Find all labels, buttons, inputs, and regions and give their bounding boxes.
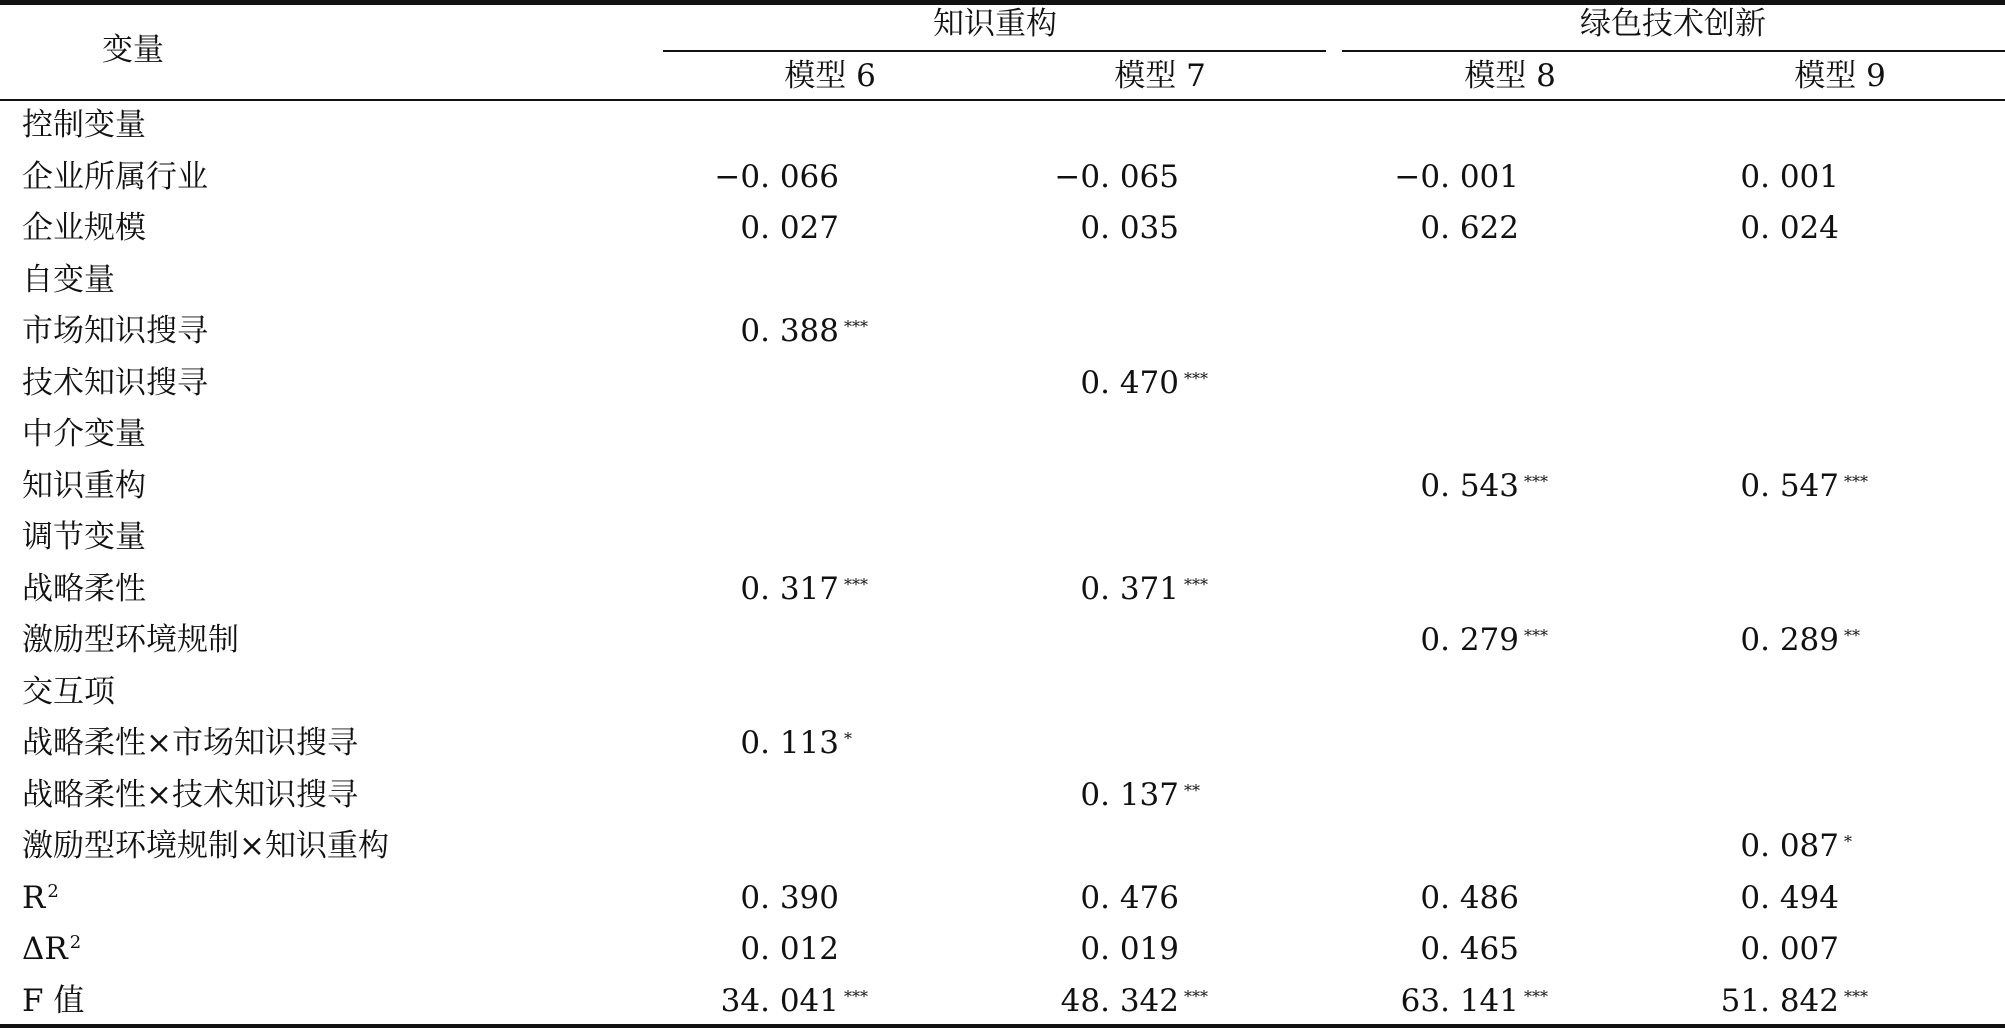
section-label xyxy=(22,517,146,557)
significance-stars: *** xyxy=(1524,472,1548,491)
cell-value: 0. 476 xyxy=(1080,880,1179,916)
cell-value: −0. 001 xyxy=(1394,159,1519,195)
row-label xyxy=(22,981,84,1021)
significance-stars: * xyxy=(1844,832,1852,851)
table-cell xyxy=(1054,157,1220,197)
significance-stars: *** xyxy=(1184,987,1208,1006)
row-label-text: 激励型环境规制 xyxy=(22,622,239,658)
cell-value: 0. 087 xyxy=(1740,828,1839,864)
row-label xyxy=(22,775,358,815)
cell-value: 34. 041 xyxy=(720,983,839,1019)
significance-stars: *** xyxy=(1184,575,1208,594)
table-cell xyxy=(740,569,880,609)
cell-value: 0. 371 xyxy=(1080,571,1179,607)
cell-value: 0. 547 xyxy=(1740,468,1839,504)
table-cell xyxy=(1080,208,1220,248)
header-model-7: 模型 7 xyxy=(1114,58,1206,94)
cell-value: 48. 342 xyxy=(1060,983,1179,1019)
group2-underline xyxy=(1342,50,2005,52)
row-label-text: 调节变量 xyxy=(22,519,146,555)
table-cell xyxy=(1401,981,1560,1021)
cell-value: 0. 543 xyxy=(1420,468,1519,504)
table-cell xyxy=(740,311,880,351)
significance-stars: ** xyxy=(1184,781,1200,800)
table-cell xyxy=(1740,826,1880,866)
cell-value: 0. 390 xyxy=(740,880,839,916)
table-cell xyxy=(1420,878,1560,918)
row-label-text: ΔR xyxy=(22,931,68,967)
table-cell xyxy=(1420,620,1560,660)
significance-stars: *** xyxy=(844,575,868,594)
cell-value: 0. 279 xyxy=(1420,622,1519,658)
table-cell xyxy=(1080,878,1220,918)
cell-value: 0. 001 xyxy=(1740,159,1839,195)
table-cell xyxy=(1080,569,1220,609)
row-label-text: 自变量 xyxy=(22,262,115,298)
significance-stars: *** xyxy=(844,317,868,336)
row-label-text: 交互项 xyxy=(22,674,115,710)
significance-stars: *** xyxy=(1844,472,1868,491)
table-cell xyxy=(740,929,880,969)
cell-value: 0. 470 xyxy=(1080,365,1179,401)
cell-value: 0. 035 xyxy=(1080,210,1179,246)
cell-value: 0. 137 xyxy=(1080,777,1179,813)
row-label-text: 市场知识搜寻 xyxy=(22,313,208,349)
significance-stars: * xyxy=(844,729,852,748)
cell-value: 0. 289 xyxy=(1740,622,1839,658)
row-label-text: 技术知识搜寻 xyxy=(22,365,208,401)
header-group-knowledge-reconstruction: 知识重构 xyxy=(933,6,1057,42)
row-label-text: 控制变量 xyxy=(22,107,146,143)
row-label xyxy=(22,466,146,506)
cell-value: 0. 494 xyxy=(1740,880,1839,916)
cell-value: 51. 842 xyxy=(1720,983,1839,1019)
cell-value: 63. 141 xyxy=(1400,983,1519,1019)
row-label-text: 中介变量 xyxy=(22,416,146,452)
cell-value: 0. 007 xyxy=(1740,931,1839,967)
table-cell xyxy=(1740,208,1880,248)
section-label xyxy=(22,260,115,300)
row-label-text: 企业所属行业 xyxy=(22,159,208,195)
cell-value: 0. 027 xyxy=(740,210,839,246)
row-label-text: F 值 xyxy=(22,983,85,1019)
row-label-text: 企业规模 xyxy=(22,210,146,246)
row-label-text: 战略柔性×市场知识搜寻 xyxy=(22,725,358,761)
row-label xyxy=(22,826,389,866)
row-label xyxy=(22,363,208,403)
row-label xyxy=(22,929,81,969)
table-cell xyxy=(1420,929,1560,969)
row-label-text: 战略柔性 xyxy=(22,571,146,607)
row-label xyxy=(22,569,146,609)
table-cell xyxy=(740,878,880,918)
table-cell xyxy=(1740,878,1880,918)
bottom-rule xyxy=(0,1024,2005,1028)
row-label xyxy=(22,620,239,660)
header-model-9: 模型 9 xyxy=(1794,58,1886,94)
cell-value: 0. 465 xyxy=(1420,931,1519,967)
table-cell xyxy=(1740,157,1880,197)
group1-underline xyxy=(663,50,1326,52)
row-label xyxy=(22,723,358,763)
cell-value: −0. 066 xyxy=(714,159,839,195)
table-cell xyxy=(1740,466,1880,506)
cell-value: −0. 065 xyxy=(1054,159,1179,195)
section-label xyxy=(22,414,146,454)
significance-stars: *** xyxy=(1524,626,1548,645)
cell-value: 0. 388 xyxy=(740,313,839,349)
header-variable: 变量 xyxy=(102,32,164,68)
cell-value: 0. 012 xyxy=(740,931,839,967)
header-model-8: 模型 8 xyxy=(1464,58,1556,94)
table-cell xyxy=(714,157,880,197)
table-cell xyxy=(1420,466,1560,506)
table-cell xyxy=(1420,208,1560,248)
significance-stars: *** xyxy=(844,987,868,1006)
cell-value: 0. 019 xyxy=(1080,931,1179,967)
cell-value: 0. 024 xyxy=(1740,210,1839,246)
row-label-text: R xyxy=(22,880,46,916)
significance-stars: *** xyxy=(1524,987,1548,1006)
header-group-green-innovation: 绿色技术创新 xyxy=(1580,6,1766,42)
row-label xyxy=(22,878,59,918)
table-cell xyxy=(740,723,880,763)
significance-stars: *** xyxy=(1184,369,1208,388)
table-cell xyxy=(1394,157,1560,197)
table-cell xyxy=(1080,363,1220,403)
table-cell xyxy=(1740,620,1880,660)
significance-stars: *** xyxy=(1844,987,1868,1006)
superscript: 2 xyxy=(47,881,59,902)
table-cell xyxy=(1061,981,1220,1021)
row-label-text: 激励型环境规制×知识重构 xyxy=(22,828,389,864)
row-label-text: 战略柔性×技术知识搜寻 xyxy=(22,777,358,813)
cell-value: 0. 622 xyxy=(1420,210,1519,246)
significance-stars: ** xyxy=(1844,626,1860,645)
table-cell xyxy=(740,208,880,248)
cell-value: 0. 113 xyxy=(740,725,839,761)
row-label xyxy=(22,311,208,351)
header-rule xyxy=(0,99,2005,101)
section-label xyxy=(22,672,115,712)
section-label xyxy=(22,105,146,145)
table-cell xyxy=(1740,929,1880,969)
row-label xyxy=(22,208,146,248)
table-cell xyxy=(721,981,880,1021)
cell-value: 0. 486 xyxy=(1420,880,1519,916)
superscript: 2 xyxy=(69,932,82,953)
header-model-6: 模型 6 xyxy=(784,58,876,94)
cell-value: 0. 317 xyxy=(740,571,839,607)
row-label-text: 知识重构 xyxy=(22,468,146,504)
table-cell xyxy=(1721,981,1880,1021)
row-label xyxy=(22,157,208,197)
table-cell xyxy=(1080,929,1220,969)
table-cell xyxy=(1080,775,1220,815)
